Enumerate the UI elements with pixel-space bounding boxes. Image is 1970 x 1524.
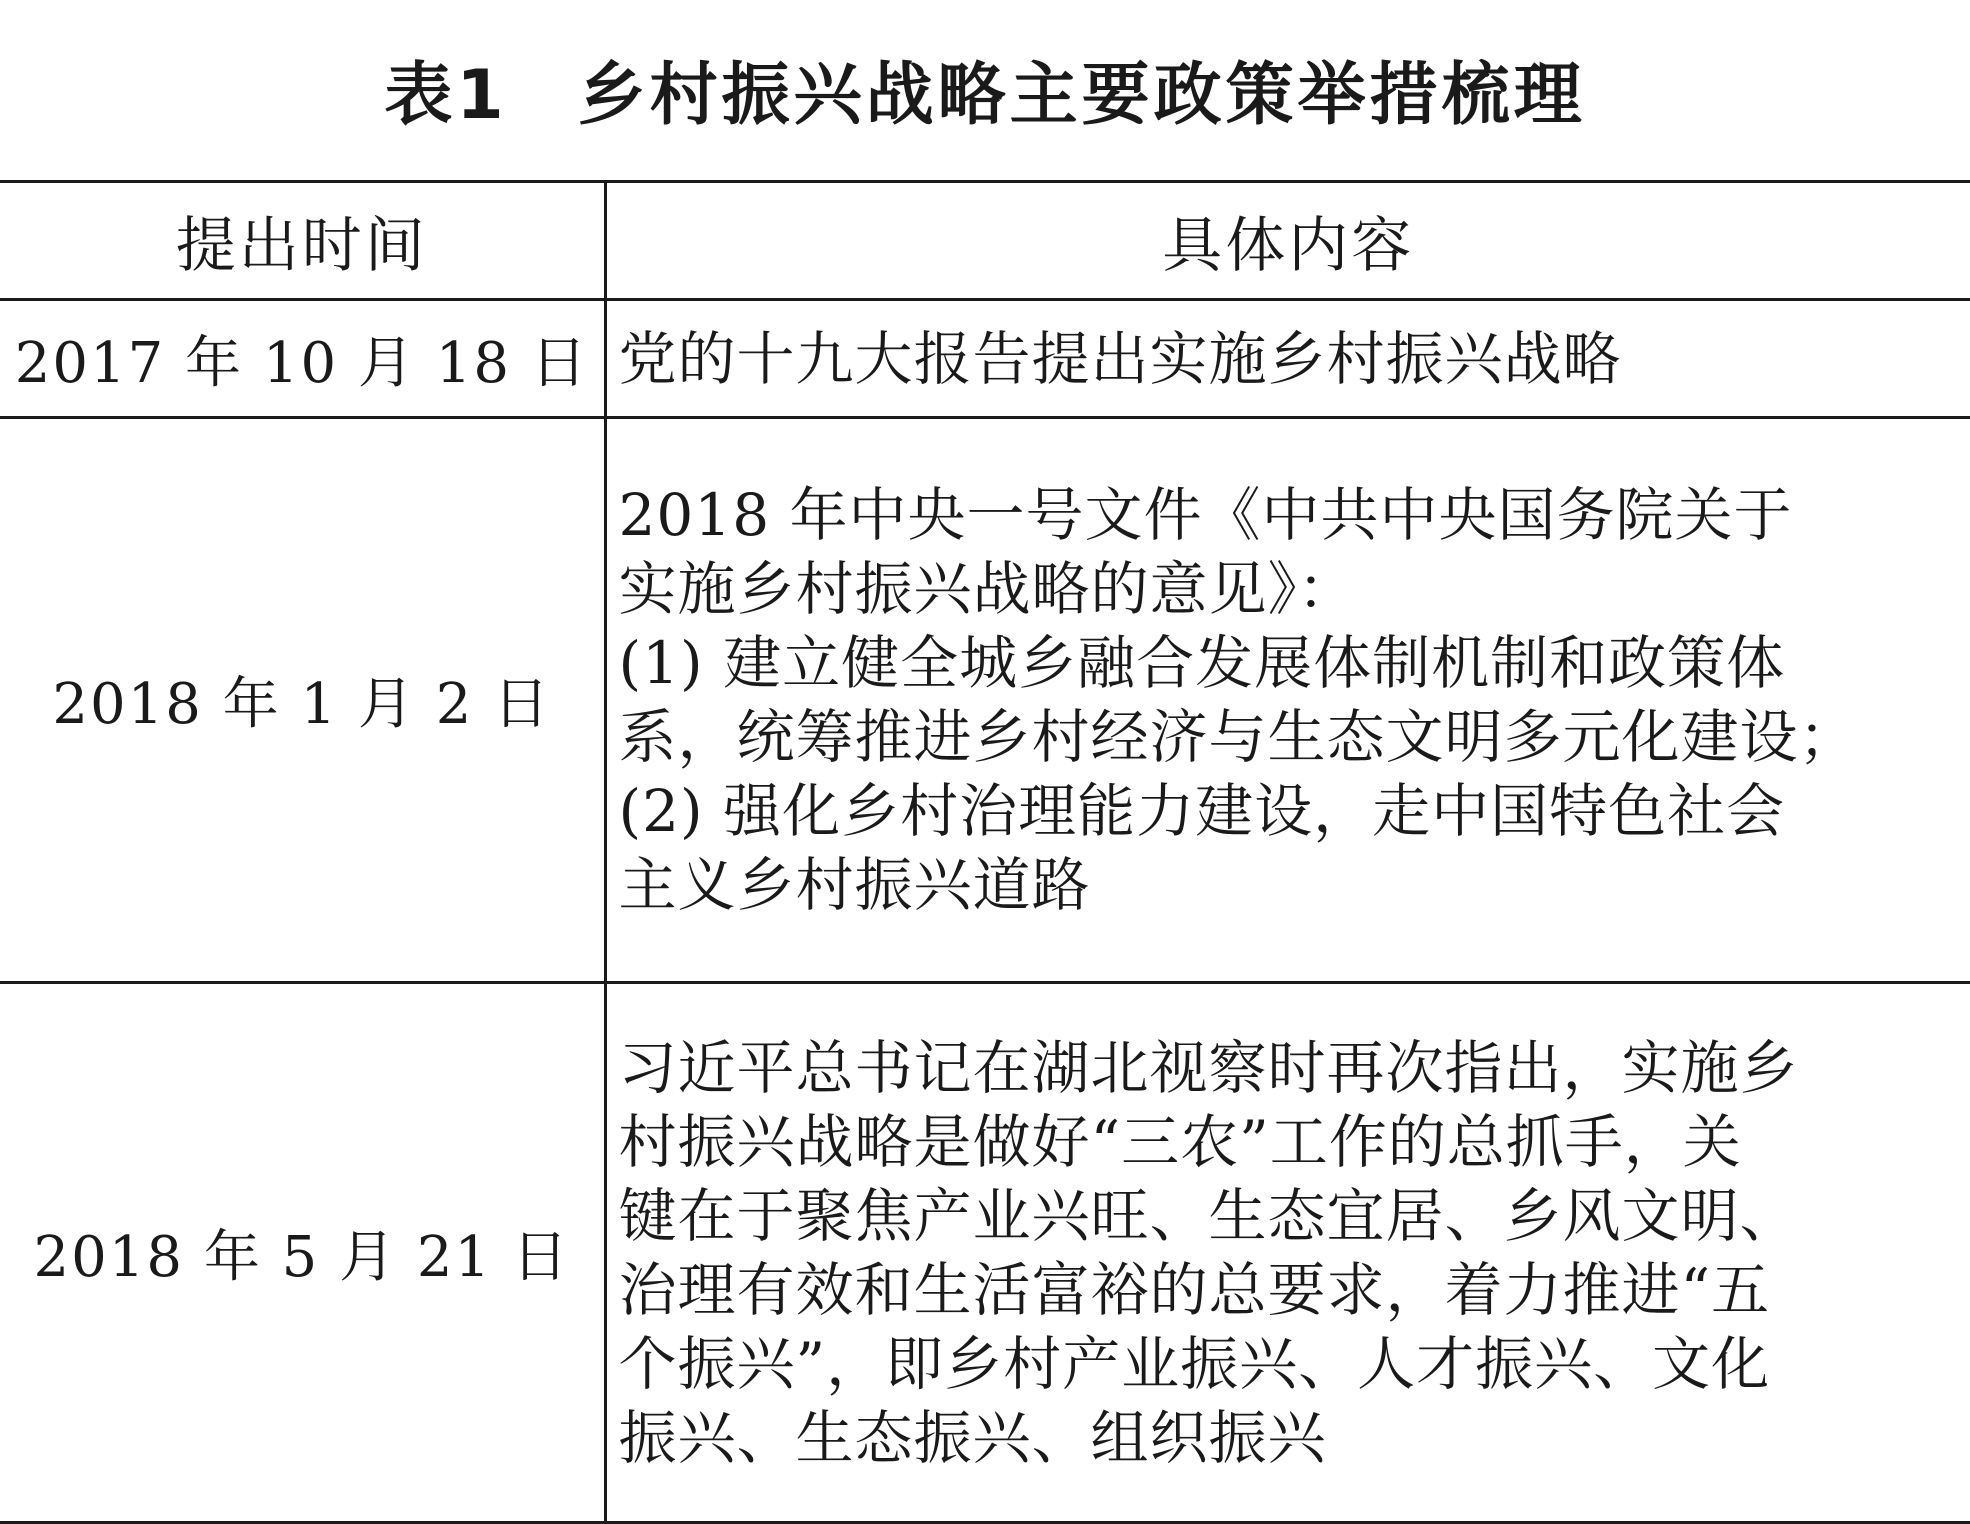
content-line: 振兴、生态振兴、组织振兴 (618, 1403, 1327, 1472)
row-content (605, 418, 1970, 983)
header-time: 提出时间 (0, 182, 605, 300)
content-line: 主义乡村振兴道路 (618, 851, 1091, 919)
row-time: 2018 年 5 月 21 日 (0, 983, 605, 1523)
table-row (0, 418, 1970, 983)
row-time: 2018 年 1 月 2 日 (0, 418, 605, 983)
row-time: 2017 年 10 月 18 日 (0, 300, 605, 418)
content-line: 实施乡村振兴战略的意见》： (618, 555, 1357, 623)
row-content (605, 300, 1970, 418)
header-content: 具体内容 (1162, 210, 1415, 281)
table-number: 表1 (384, 55, 508, 135)
content-line: (1) 建立健全城乡融合发展体制机制和政策体 (618, 629, 1786, 697)
table-row (0, 983, 1970, 1523)
content-line: 系，统筹推进乡村经济与生态文明多元化建设； (618, 703, 1858, 771)
content-line: 党的十九大报告提出实施乡村振兴战略 (618, 324, 1622, 393)
table-title (0, 44, 1970, 134)
table-row (0, 300, 1970, 418)
content-line: (2) 强化乡村治理能力建设，走中国特色社会 (618, 777, 1786, 845)
content-line: 个振兴”，即乡村产业振兴、人才振兴、文化 (618, 1329, 1771, 1398)
content-line: 键在于聚焦产业兴旺、生态宜居、乡风文明、 (618, 1181, 1799, 1250)
table-header-row (0, 182, 1970, 300)
content-line: 2018 年中央一号文件《中共中央国务院关于 (618, 481, 1793, 549)
content-line: 村振兴战略是做好“三农”工作的总抓手，关 (618, 1107, 1742, 1176)
content-line: 治理有效和生活富裕的总要求，着力推进“五 (618, 1255, 1771, 1324)
policy-table (0, 180, 1970, 1524)
row-content (605, 983, 1970, 1523)
table-title-text: 乡村振兴战略主要政策举措梳理 (577, 55, 1586, 135)
content-line: 习近平总书记在湖北视察时再次指出，实施乡 (618, 1033, 1799, 1102)
